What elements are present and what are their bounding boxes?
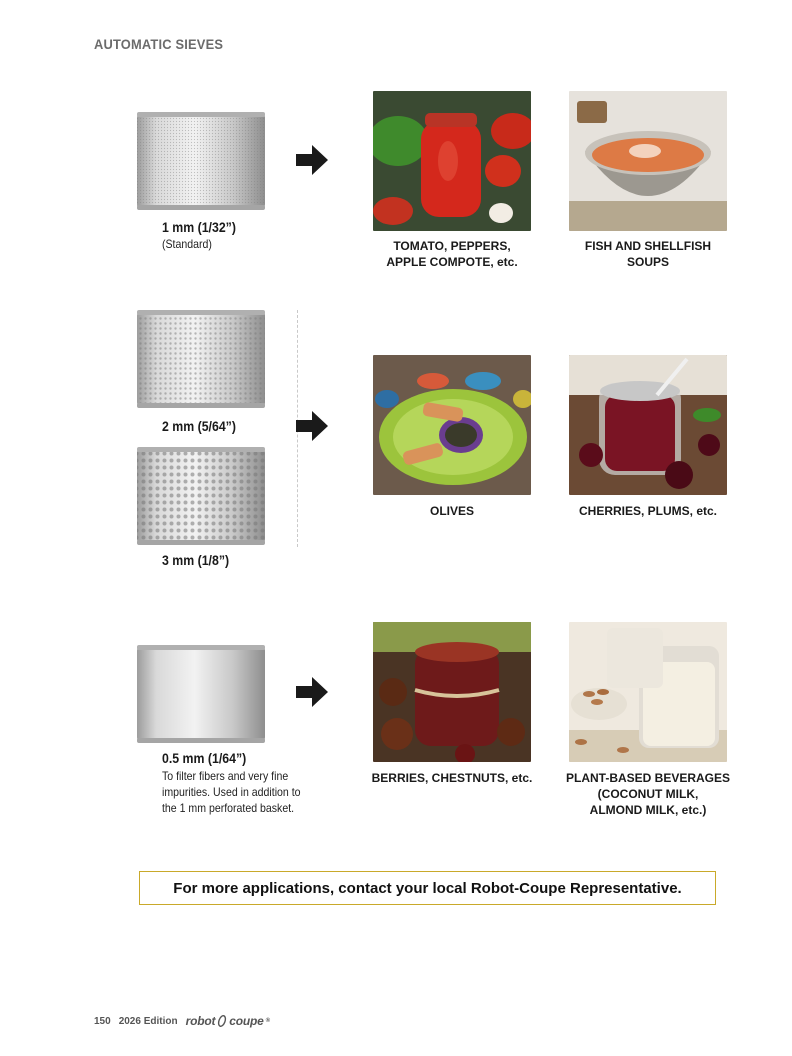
page-footer <box>94 1014 270 1028</box>
application-caption <box>563 503 733 519</box>
sieve-size-label: 3 mm (1/8”) <box>162 552 230 568</box>
application-caption <box>563 770 733 818</box>
caption-line: CHERRIES, PLUMS, etc. <box>578 504 718 518</box>
plant-milk-photo <box>569 622 727 762</box>
application-caption <box>367 238 537 270</box>
edition-label: 2026 Edition <box>118 1015 178 1027</box>
sieve-note: (Standard) <box>162 237 212 251</box>
sieve-0-5mm-image <box>133 641 269 747</box>
berries-chestnuts-photo <box>373 622 531 762</box>
sieve-1mm-image <box>133 108 269 214</box>
sieve-note <box>162 768 301 816</box>
caption-line: TOMATO, PEPPERS, <box>393 239 511 253</box>
sieve-note-line: To filter fibers and very fine <box>162 769 289 783</box>
page-number: 150 <box>94 1015 111 1027</box>
cherry-jam-photo <box>569 355 727 495</box>
olives-photo <box>373 355 531 495</box>
application-caption <box>563 238 733 270</box>
sieve-note-line: the 1 mm perforated basket. <box>162 801 295 815</box>
sieve-3mm-image <box>133 443 269 549</box>
section-title: AUTOMATIC SIEVES <box>94 36 224 52</box>
brand-logo-right: coupe <box>229 1014 264 1028</box>
caption-line: (COCONUT MILK, <box>597 787 699 801</box>
brand-logo-left: robot <box>185 1014 216 1028</box>
caption-line: FISH AND SHELLFISH SOUPS <box>584 239 712 269</box>
sieve-note-line: impurities. Used in addition to <box>162 785 301 799</box>
sieve-size-label: 0.5 mm (1/64”) <box>162 750 247 766</box>
brand-logo <box>186 1014 270 1028</box>
contact-callout: For more applications, contact your local Robot-Coupe Representative. <box>139 871 716 905</box>
tomato-sauce-photo <box>373 91 531 231</box>
caption-line: PLANT-BASED BEVERAGES <box>565 771 731 785</box>
caption-line: APPLE COMPOTE, etc. <box>386 255 518 269</box>
caption-line: BERRIES, CHESTNUTS, etc. <box>371 771 533 785</box>
trademark-mark: ® <box>265 1018 270 1024</box>
arrow-right-icon <box>296 675 330 709</box>
sieve-size-label: 2 mm (5/64”) <box>162 418 236 434</box>
arrow-right-icon <box>296 409 330 443</box>
application-caption <box>367 503 537 519</box>
sieve-size-label: 1 mm (1/32”) <box>162 219 236 235</box>
caption-line: OLIVES <box>429 504 474 518</box>
sieve-2mm-image <box>133 306 269 412</box>
arrow-right-icon <box>296 143 330 177</box>
caption-line: ALMOND MILK, etc.) <box>589 803 707 817</box>
logo-leaf-icon <box>217 1015 227 1027</box>
fish-soup-photo <box>569 91 727 231</box>
application-caption <box>367 770 537 786</box>
